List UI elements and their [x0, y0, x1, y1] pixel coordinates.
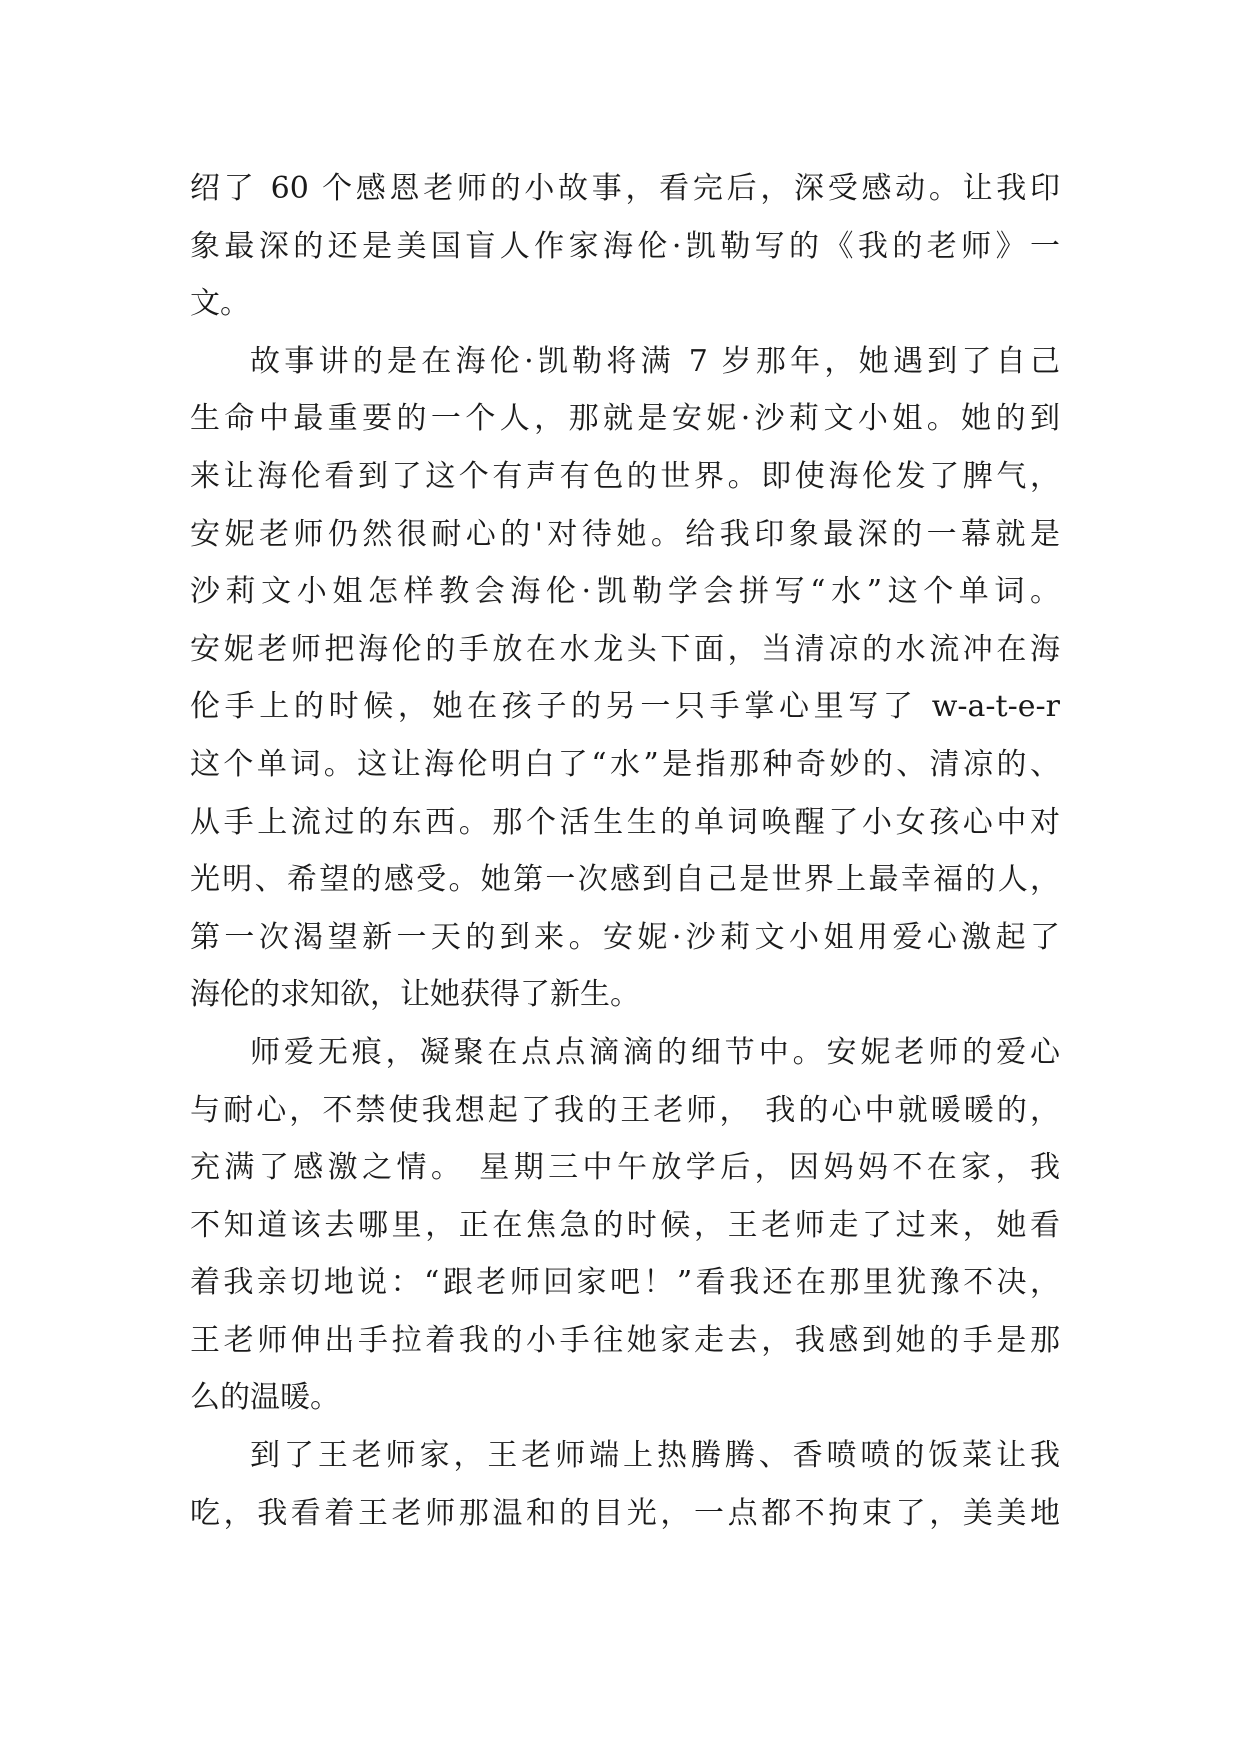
text-line: 与耐心，不禁使我想起了我的王老师， 我的心中就暖暖的，	[190, 1092, 1060, 1128]
text-line: 么的温暖。	[190, 1380, 340, 1416]
text-line: 海伦的求知欲，让她获得了新生。	[190, 977, 640, 1013]
text-line: 生命中最重要的一个人，那就是安妮·沙莉文小姐。她的到	[190, 401, 1060, 437]
text-line: 沙莉文小姐怎样教会海伦·凯勒学会拼写“水”这个单词。	[190, 574, 1060, 610]
text-line: 光明、希望的感受。她第一次感到自己是世界上最幸福的人，	[190, 862, 1060, 898]
text-line: 绍了 60 个感恩老师的小故事，看完后，深受感动。让我印	[190, 171, 1060, 206]
text-line: 到了王老师家，王老师端上热腾腾、香喷喷的饭菜让我	[250, 1438, 1060, 1474]
text-line: 安妮老师仍然很耐心的'对待她。给我印象最深的一幕就是	[190, 516, 1060, 552]
text-line: 王老师伸出手拉着我的小手往她家走去，我感到她的手是那	[190, 1322, 1060, 1358]
text-line: 不知道该去哪里，正在焦急的时候，王老师走了过来，她看	[190, 1207, 1060, 1243]
text-line: 安妮老师把海伦的手放在水龙头下面，当清凉的水流冲在海	[190, 631, 1060, 667]
text-line: 伦手上的时候，她在孩子的另一只手掌心里写了 w-a-t-e-r	[190, 689, 1060, 725]
text-line: 象最深的还是美国盲人作家海伦·凯勒写的《我的老师》一	[190, 228, 1060, 264]
text-line: 这个单词。这让海伦明白了“水”是指那种奇妙的、清凉的、	[190, 746, 1060, 782]
text-line: 吃，我看着王老师那温和的目光，一点都不拘束了，美美地	[190, 1495, 1060, 1531]
text-line: 从手上流过的东西。那个活生生的单词唤醒了小女孩心中对	[190, 804, 1060, 840]
body-text	[190, 160, 1060, 1542]
text-line: 来让海伦看到了这个有声有色的世界。即使海伦发了脾气，	[190, 458, 1060, 494]
text-line: 师爱无痕，凝聚在点点滴滴的细节中。安妮老师的爱心	[250, 1034, 1060, 1070]
text-line: 文。	[190, 286, 250, 322]
text-line: 第一次渴望新一天的到来。安妮·沙莉文小姐用爱心激起了	[190, 919, 1060, 955]
text-line: 充满了感激之情。 星期三中午放学后，因妈妈不在家，我	[190, 1150, 1060, 1186]
text-line: 故事讲的是在海伦·凯勒将满 7 岁那年，她遇到了自己	[250, 343, 1060, 379]
text-line: 着我亲切地说：“跟老师回家吧！”看我还在那里犹豫不决，	[190, 1265, 1060, 1301]
